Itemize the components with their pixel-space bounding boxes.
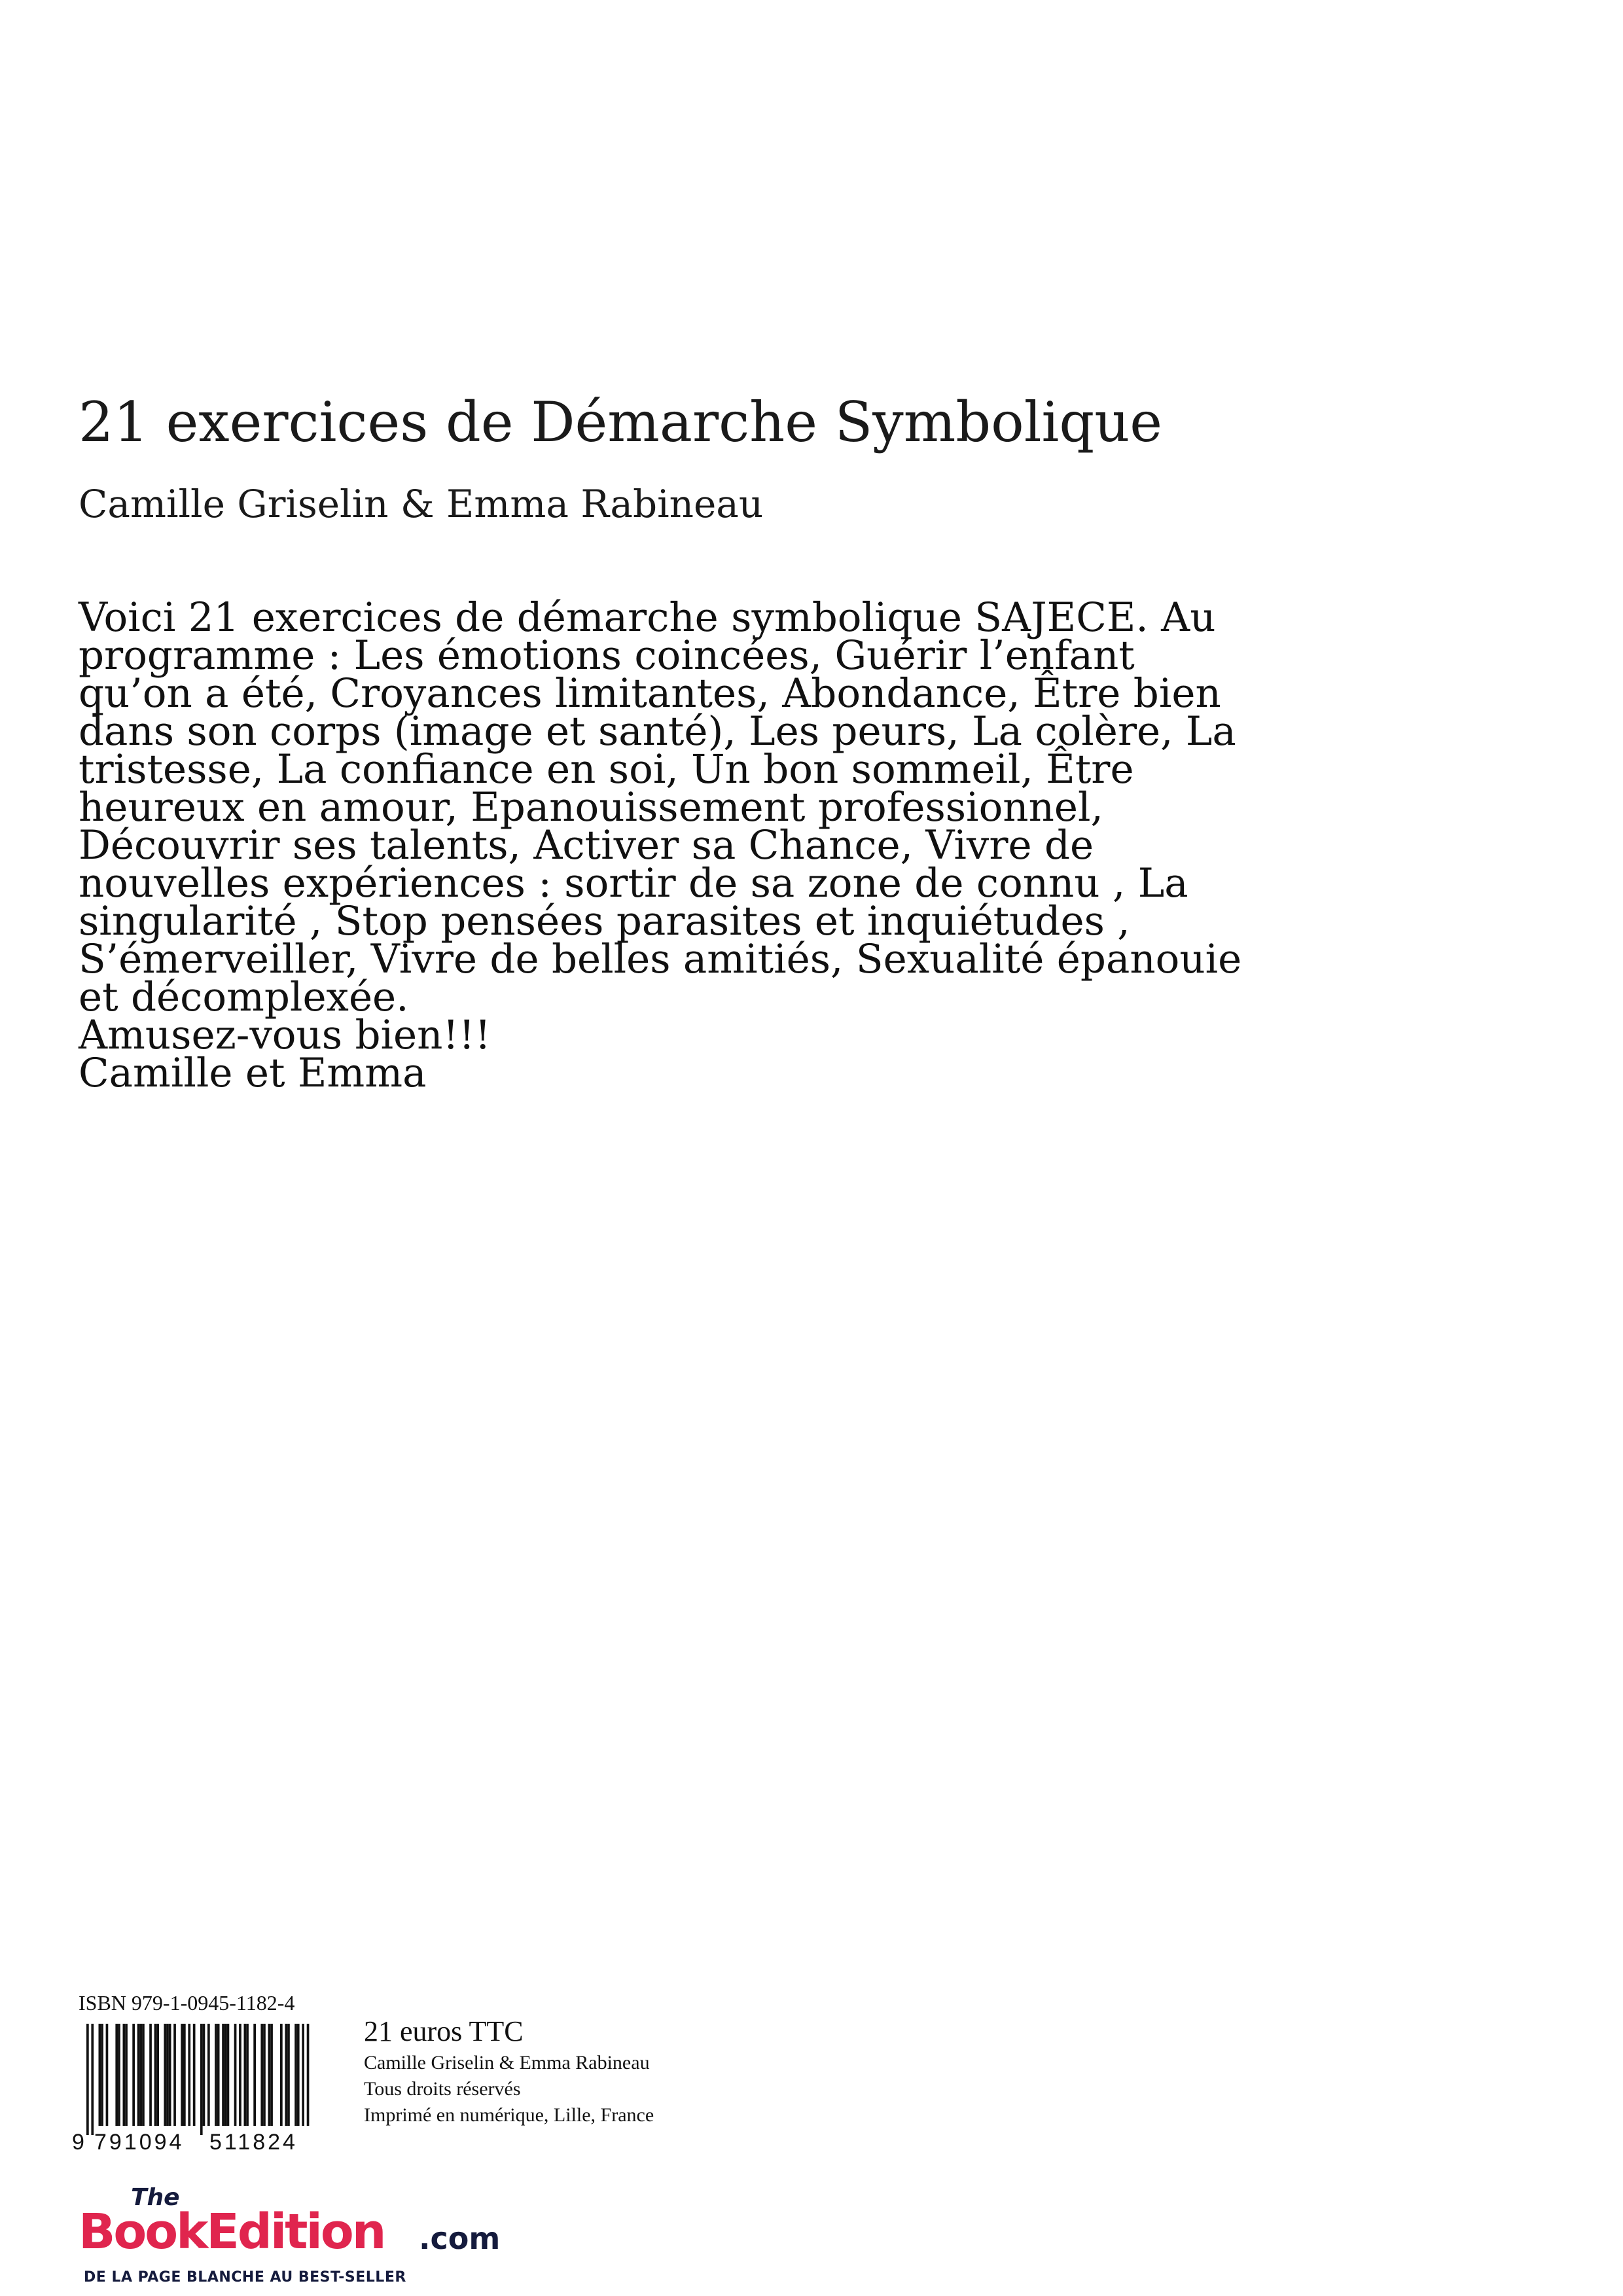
price: 21 euros TTC [364,2015,524,2047]
barcode-bar [149,2024,152,2126]
imprint-rights: Tous droits réservés [364,2078,521,2100]
barcode-bar [101,2024,103,2126]
barcode-bar [164,2024,166,2126]
barcode-bars [86,2024,309,2135]
barcode-bar [203,2024,205,2126]
barcode-bar [280,2024,283,2126]
logo-prefix: The [131,2184,180,2211]
barcode-digits-left: 791094 [94,2130,185,2153]
barcode-bar [115,2024,118,2126]
description-line: tristesse, La confiance en soi, Un bon sommeil, Être [79,746,1134,793]
imprint-authors: Camille Griselin & Emma Rabineau [364,2052,650,2073]
description-line: nouvelles expériences : sortir de sa zone de connu , La [79,860,1188,906]
book-description [79,594,1242,1096]
barcode-bar [137,2024,140,2126]
barcode-bar [222,2024,224,2126]
barcode-bar [169,2024,171,2126]
barcode-bar [270,2024,273,2126]
barcode-bar [263,2024,266,2126]
barcode-bar [239,2024,241,2126]
description-line: heureux en amour, Epanouissement professionnel, [79,784,1103,831]
barcode-bar [246,2024,249,2126]
description-line: et décomplexée. [79,974,409,1020]
barcode-bar [154,2024,157,2126]
barcode-bar [307,2024,310,2126]
barcode-bar [224,2024,227,2126]
barcode-bar [227,2024,230,2126]
barcode-bar [132,2024,135,2126]
description-line: programme : Les émotions coincées, Guérir l’enfant [79,632,1135,679]
barcode-bar [193,2024,196,2126]
description-line: Amusez-vous bien!!! [79,1012,491,1058]
barcode-bar [86,2024,89,2135]
barcode-bar [294,2024,297,2126]
barcode-bar [156,2024,159,2126]
book-authors: Camille Griselin & Emma Rabineau [79,482,764,526]
logo-brand: BookEdition [79,2204,385,2260]
barcode-bar [91,2024,94,2135]
barcode-bar [207,2024,210,2126]
book-title: 21 exercices de Démarche Symbolique [79,390,1163,454]
barcode-bar [268,2024,271,2126]
barcode-bar [260,2024,263,2126]
barcode-bar [99,2024,101,2126]
imprint-block [364,2013,654,2128]
barcode-bar [142,2024,145,2126]
barcode [67,2022,329,2153]
barcode-bar [200,2024,203,2135]
barcode-bar [287,2024,290,2126]
barcode-bar [215,2024,217,2126]
barcode-bar [123,2024,126,2126]
isbn-label: ISBN 979-1-0945-1182-4 [79,1991,295,2015]
barcode-digits-right: 511824 [209,2130,298,2153]
barcode-bar [106,2024,109,2126]
barcode-bar [173,2024,176,2126]
barcode-bar [302,2024,304,2126]
barcode-bar [181,2024,183,2126]
barcode-bar [285,2024,287,2126]
barcode-bar [297,2024,300,2126]
description-line: S’émerveiller, Vivre de belles amitiés, Sexualité épanouie [79,936,1242,982]
logo-suffix: .com [419,2221,501,2256]
imprint-printed: Imprimé en numérique, Lille, France [364,2104,654,2126]
barcode-bar [166,2024,169,2126]
description-line: Découvrir ses talents, Activer sa Chance, Vivre de [79,822,1094,869]
barcode-bar [139,2024,142,2126]
barcode-bar [234,2024,237,2126]
description-line: dans son corps (image et santé), Les peurs, La colère, La [79,708,1236,755]
barcode-bar [253,2024,256,2126]
barcode-bar [183,2024,186,2126]
barcode-digit-first: 9 [72,2130,84,2153]
description-line: qu’on a été, Croyances limitantes, Abondance, Être bien [79,670,1221,717]
barcode-bar [118,2024,120,2126]
barcode-bar [188,2024,190,2126]
publisher-logo [79,2184,501,2286]
logo-tagline: DE LA PAGE BLANCHE AU BEST-SELLER [84,2269,406,2286]
barcode-bar [217,2024,220,2126]
description-line: singularité , Stop pensées parasites et inquiétudes , [79,898,1130,944]
barcode-bar [244,2024,247,2126]
description-line: Camille et Emma [79,1050,427,1096]
description-line: Voici 21 exercices de démarche symbolique SAJECE. Au [79,594,1216,641]
barcode-graphic [67,2022,329,2153]
barcode-bar [125,2024,128,2126]
